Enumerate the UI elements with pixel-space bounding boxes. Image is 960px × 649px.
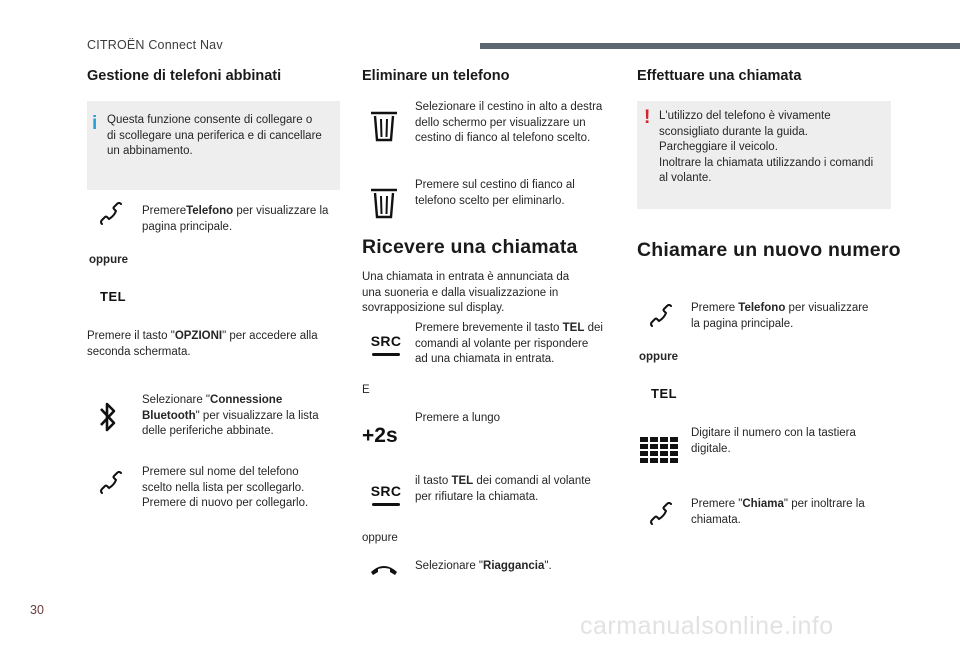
- step-press-telefono-new: Premere Telefono per visualizzare la pagina principale.: [691, 302, 869, 330]
- tel-key: TEL: [100, 289, 127, 304]
- info-note-text: Questa funzione consente di collegare o di scollegare una periferica e di cancellare un abbinamento.: [107, 114, 322, 157]
- watermark: carmanualsonline.info: [580, 612, 834, 640]
- or-label: oppure: [362, 532, 398, 544]
- step-select-phone-name: Premere sul nome del telefono scelto nella lista per scollegarlo. Premere di nuovo per collegarlo.: [142, 466, 309, 509]
- hang-up-icon: [369, 561, 399, 577]
- page-number: 30: [30, 603, 44, 617]
- long-press-icon: +2s: [362, 424, 398, 447]
- and-label: E: [362, 384, 370, 396]
- phone-handset-icon: [648, 502, 676, 530]
- trash-bin-icon: [369, 187, 399, 219]
- section-title-make-call: Effettuare una chiamata: [637, 68, 802, 84]
- options-instruction: Premere il tasto "OPZIONI" per accedere alla seconda schermata.: [87, 330, 318, 358]
- warning-note-text: L'utilizzo del telefono è vivamente sconsigliato durante la guida. Parcheggiare il veicolo. Inoltrare la chiamata utilizzando i comandi al volante.: [659, 110, 874, 184]
- or-label: oppure: [89, 254, 128, 266]
- section-title-delete-phone: Eliminare un telefono: [362, 68, 510, 84]
- receive-call-intro: Una chiamata in entrata è annunciata da una suoneria e dalla visualizzazione in sovrapposizione sul display.: [362, 271, 570, 314]
- tel-key: TEL: [651, 386, 678, 401]
- phone-handset-icon: [648, 304, 676, 332]
- info-note-box: [87, 101, 340, 190]
- keypad-icon: [640, 437, 680, 463]
- src-key-icon: SRC: [367, 334, 405, 356]
- warning-note-box: [637, 101, 891, 209]
- step-press-telefono: PremereTelefono per visualizzare la pagina principale.: [142, 205, 329, 233]
- info-icon: i: [92, 113, 98, 134]
- or-label: oppure: [639, 351, 678, 363]
- step-select-bin: Selezionare il cestino in alto a destra dello schermo per visualizzare un cestino di fianco al telefono scelto.: [415, 101, 603, 144]
- step-reject-call: il tasto TEL dei comandi al volante per rifiutare la chiamata.: [415, 475, 591, 503]
- src-key-icon: SRC: [367, 484, 405, 506]
- section-title-call-new-number: Chiamare un nuovo numero: [637, 239, 901, 261]
- step-bluetooth-connection: Selezionare "Connessione Bluetooth" per visualizzare la lista delle periferiche abbinate.: [142, 394, 319, 437]
- step-press-chiama: Premere "Chiama" per inoltrare la chiamata.: [691, 498, 865, 526]
- step-press-bin: Premere sul cestino di fianco al telefono scelto per eliminarlo.: [415, 179, 575, 207]
- phone-handset-icon: [98, 471, 126, 499]
- step-dial-keypad: Digitare il numero con la tastiera digitale.: [691, 427, 856, 455]
- phone-handset-icon: [98, 202, 126, 230]
- step-answer-call: Premere brevemente il tasto TEL dei comandi al volante per rispondere ad una chiamata in entrata.: [415, 322, 603, 365]
- header-bar: [480, 43, 960, 49]
- step-long-press: Premere a lungo: [415, 412, 501, 424]
- trash-bin-icon: [369, 110, 399, 142]
- bluetooth-icon: [98, 400, 118, 434]
- section-title-receive-call: Ricevere una chiamata: [362, 236, 578, 258]
- step-select-hangup: Selezionare "Riaggancia".: [415, 560, 552, 572]
- section-title-paired-phones: Gestione di telefoni abbinati: [87, 68, 282, 84]
- document-header: CITROËN Connect Nav: [87, 38, 223, 52]
- warning-icon: !: [644, 107, 651, 128]
